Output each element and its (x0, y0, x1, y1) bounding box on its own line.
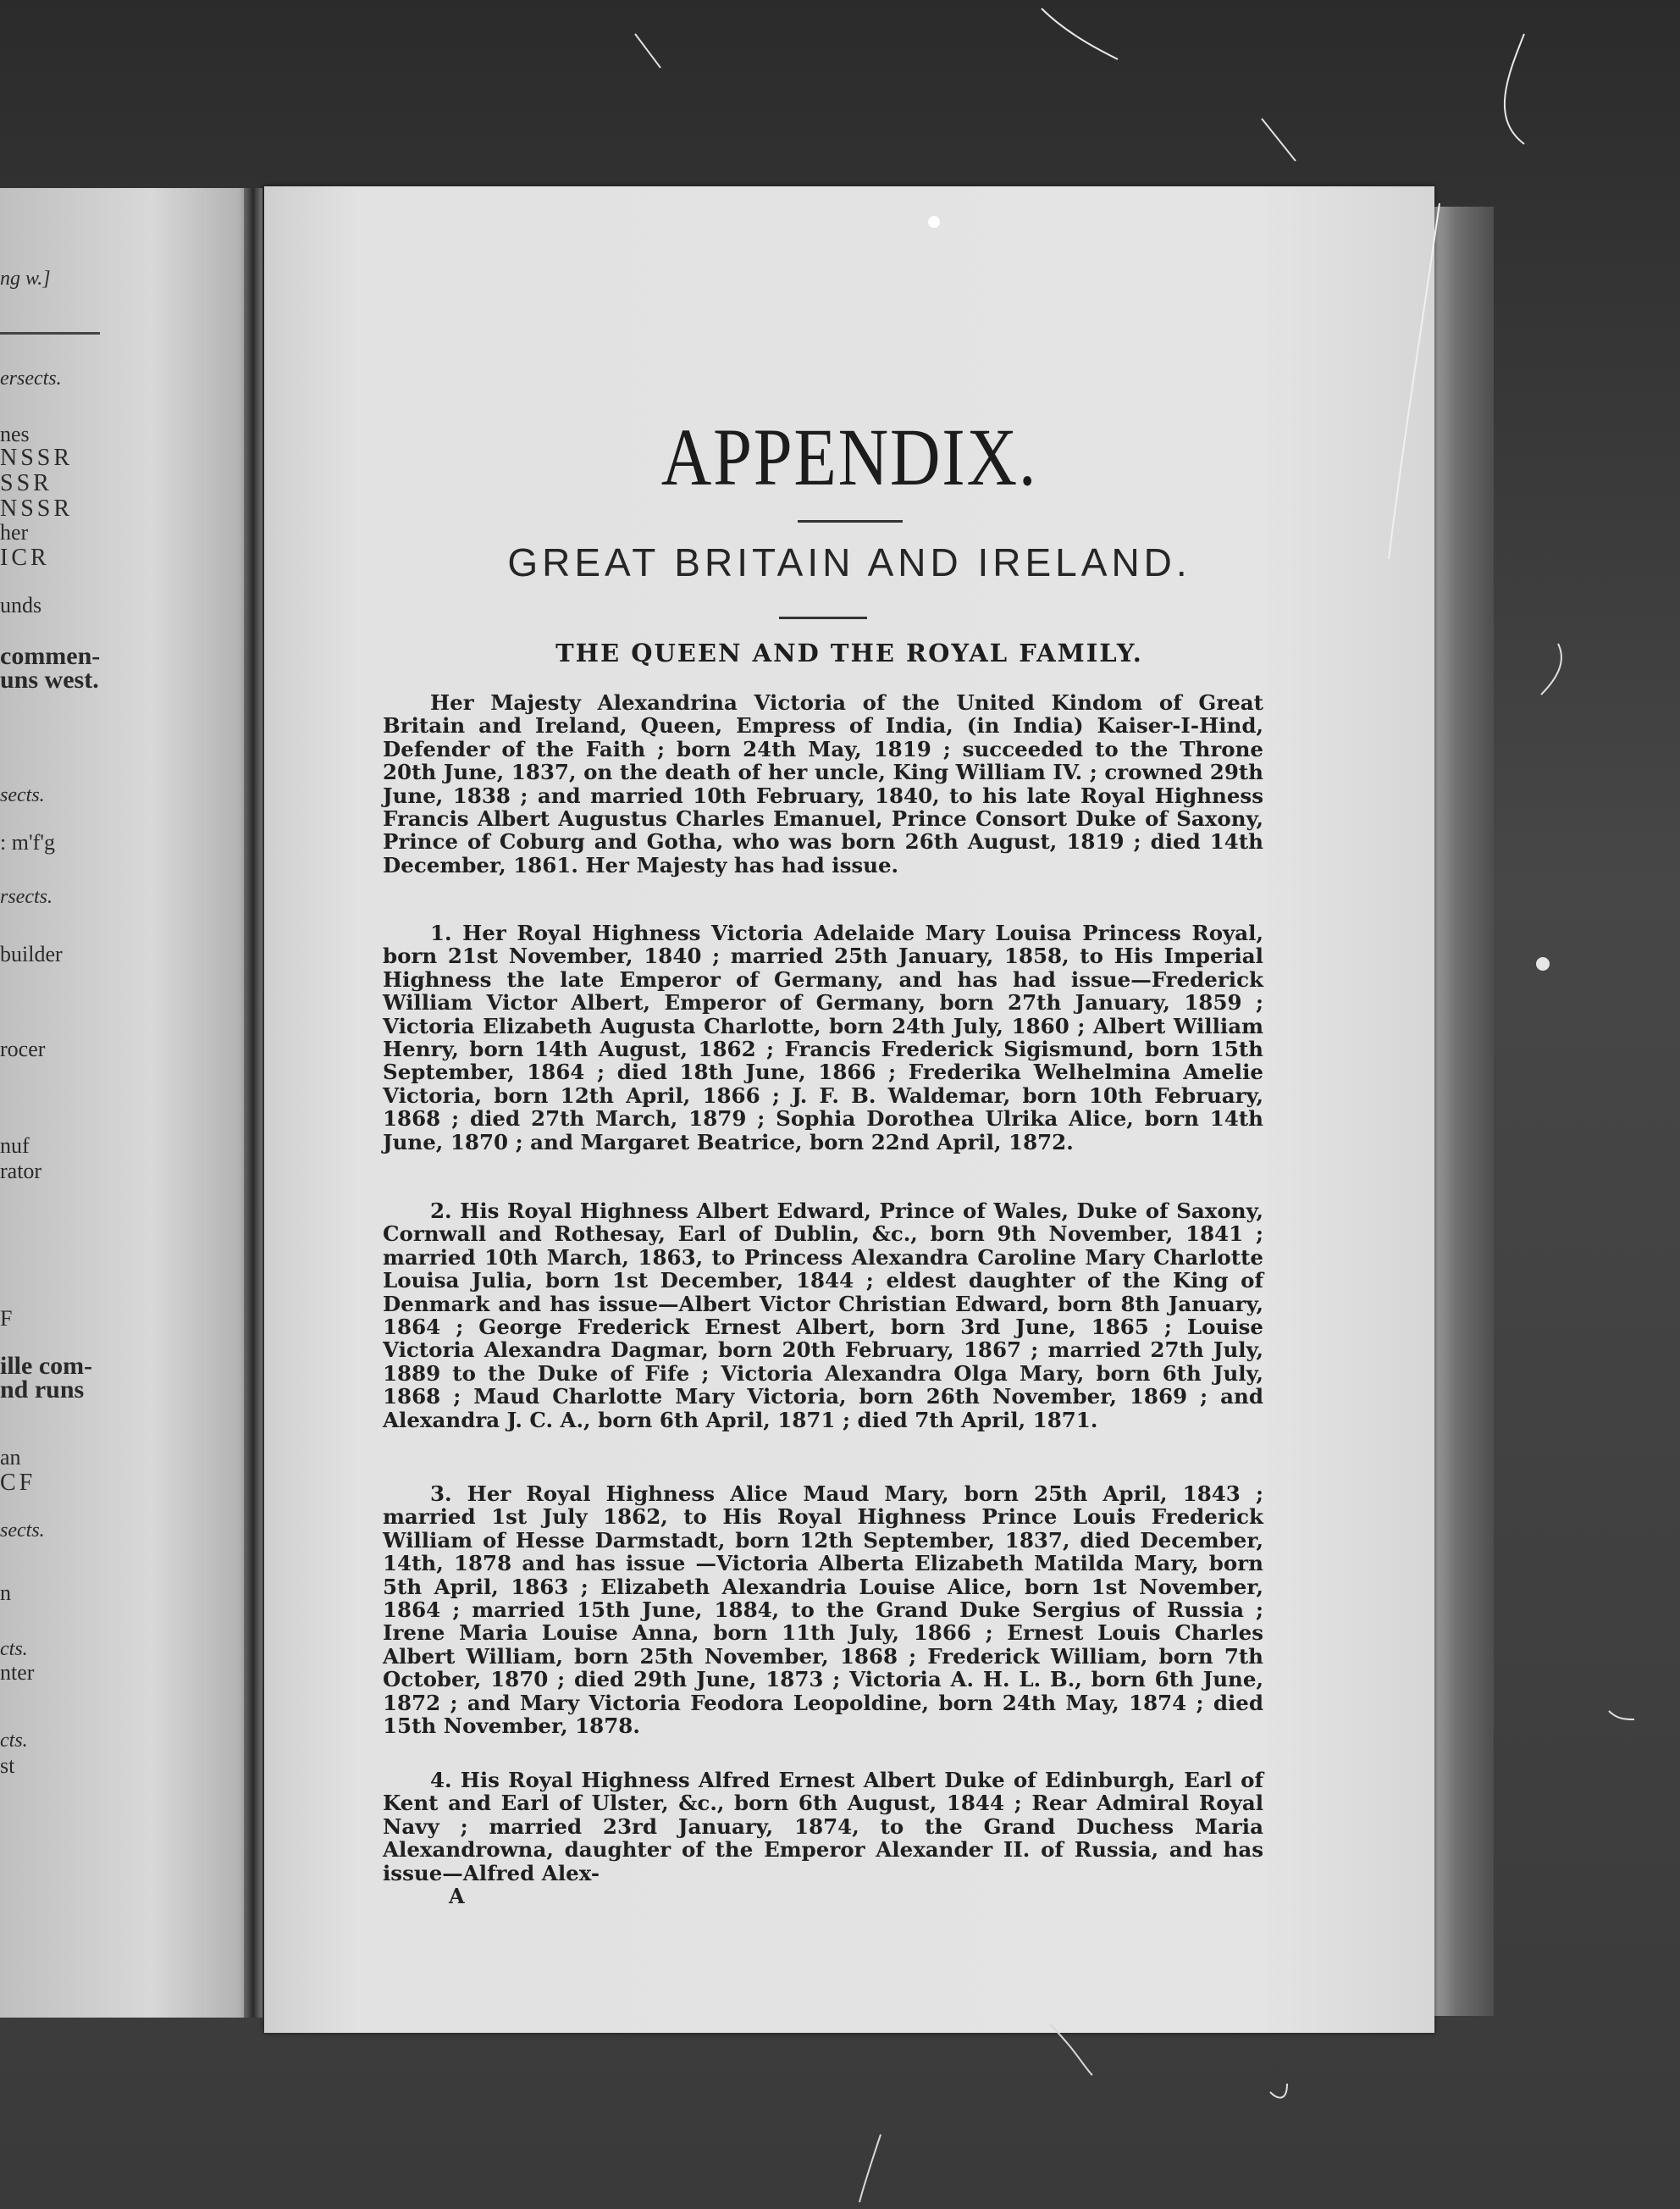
book-gutter (244, 188, 262, 2018)
previous-page-line: nter (0, 1660, 35, 1685)
page-title: APPENDIX. (660, 412, 1038, 502)
previous-page-line: uns west. (0, 666, 99, 694)
previous-page-line: nuf (0, 1133, 30, 1158)
previous-page-line: ersects. (0, 368, 62, 390)
previous-page-line: NSSR (0, 496, 74, 522)
appendix-page (264, 186, 1434, 2033)
previous-page-line: NSSR (0, 445, 74, 471)
previous-page-fragment (0, 188, 251, 2018)
previous-page-line: cts. (0, 1638, 28, 1660)
previous-page-line: rator (0, 1159, 42, 1183)
previous-page-rule (0, 332, 100, 335)
intro-paragraph: Her Majesty Alexandrina Victoria of the United Kindom of Great Britain and Ireland, Queen, Empress of India, (in India) Kaiser-I-Hind, Defender of the Faith ; born 24th May, 1819 ; succeeded to the Throne 20th June, 1837, on the death of her uncle, King William IV. ; crowned 29th June, 1838 ; and married 10th February, 1840, to his late Royal Highness Francis Albert Augustus Charles Emanuel, Prince Consort Duke of Saxony, Prince of Coburg and Gotha, who was born 26th August, 1819 ; died 14th December, 1861. Her Majesty has had issue. (383, 690, 1263, 878)
signature-mark: A (449, 1884, 465, 1908)
previous-page-line: ng w.] (0, 268, 51, 290)
previous-page-line: rocer (0, 1037, 46, 1061)
entry-paragraph-3: 3. Her Royal Highness Alice Maud Mary, born 25th April, 1843 ; married 1st July 1862, to His Royal Highness Prince Louis Frederick William of Hesse Darmstadt, born 12th September, 1837, died December, 14th, 1878 and has issue —Victoria Alberta Elizabeth Matilda Mary, born 5th April, 1863 ; Elizabeth Alexandria Louise Alice, born 1st November, 1864 ; married 15th June, 1884, to the Grand Duke Sergius of Russia ; Irene Maria Louise Anna, born 11th July, 1866 ; Ernest Louis Charles Albert William, born 25th November, 1868 ; Frederick William, born 7th October, 1870 ; died 29th June, 1873 ; Victoria A. H. L. B., born 6th June, 1872 ; and Mary Victoria Feodora Leopoldine, born 24th May, 1874 ; died 15th November, 1878. (383, 1481, 1263, 1739)
previous-page-line: builder (0, 942, 63, 966)
previous-page-line: commen- (0, 642, 101, 670)
country-heading: GREAT BRITAIN AND IRELAND. (507, 540, 1191, 584)
previous-page-line: CF (0, 1470, 36, 1496)
previous-page-line: sects. (0, 784, 45, 806)
previous-page-line: nd runs (0, 1376, 85, 1403)
title-rule (798, 520, 903, 523)
previous-page-line: rsects. (0, 886, 52, 908)
section-heading: THE QUEEN AND THE ROYAL FAMILY. (555, 639, 1143, 667)
entry-paragraph-2: 2. His Royal Highness Albert Edward, Prince of Wales, Duke of Saxony, Cornwall and Rothesay, Earl of Dublin, &c., born 9th November, 1841 ; married 10th March, 1863, to Princess Alexandra Caroline Mary Charlotte Louisa Julia, born 1st December, 1844 ; eldest daughter of the King of Denmark and has issue—Albert Victor Christian Edward, born 8th January, 1864 ; George Frederick Ernest Albert, born 3rd June, 1865 ; Louise Victoria Alexandra Dagmar, born 20th February, 1867 ; married 27th July, 1889 to the Duke of Fife ; Victoria Alexandra Olga Mary, born 6th July, 1868 ; Maud Charlotte Mary Victoria, born 26th November, 1869 ; and Alexandra J. C. A., born 6th April, 1871 ; died 7th April, 1871. (383, 1199, 1263, 1432)
previous-page-line: SSR (0, 470, 52, 496)
previous-page-line: ille com- (0, 1352, 93, 1380)
page-block-edge (1434, 207, 1494, 2016)
previous-page-line: : m'f'g (0, 830, 55, 855)
subtitle-rule (779, 617, 867, 619)
entry-paragraph-4: 4. His Royal Highness Alfred Ernest Albert Duke of Edinburgh, Earl of Kent and Earl of Ulster, &c., born 6th August, 1844 ; Rear Admiral Royal Navy ; married 23rd January, 1874, to the Grand Duchess Maria Alexandrowna, daughter of the Emperor Alexander II. of Russia, and has issue—Alfred Alex- (383, 1768, 1263, 1885)
previous-page-line: st (0, 1753, 15, 1778)
previous-page-line: her (0, 520, 29, 545)
entry-paragraph-1: 1. Her Royal Highness Victoria Adelaide Mary Louisa Princess Royal, born 21st November, 1840 ; married 25th January, 1858, to His Imperial Highness the late Emperor of Germany, and has had issue—Frederick William Victor Albert, Emperor of Germany, born 27th January, 1859 ; Victoria Elizabeth Augusta Charlotte, born 24th July, 1860 ; Albert William Henry, born 14th August, 1862 ; Francis Frederick Sigismund, born 15th September, 1864 ; died 18th June, 1866 ; Frederika Welhelmina Amelie Victoria, born 12th April, 1866 ; J. F. B. Waldemar, born 10th February, 1868 ; died 27th March, 1879 ; Sophia Dorothea Ulrika Alice, born 14th June, 1870 ; and Margaret Beatrice, born 22nd April, 1872. (383, 921, 1263, 1154)
previous-page-line: F (0, 1306, 13, 1331)
previous-page-line: nes (0, 422, 30, 446)
previous-page-line: ICR (0, 545, 50, 571)
previous-page-line: unds (0, 593, 42, 617)
previous-page-line: sects. (0, 1520, 45, 1542)
previous-page-line: cts. (0, 1730, 28, 1752)
previous-page-line: an (0, 1445, 21, 1470)
previous-page-line: n (0, 1581, 11, 1605)
